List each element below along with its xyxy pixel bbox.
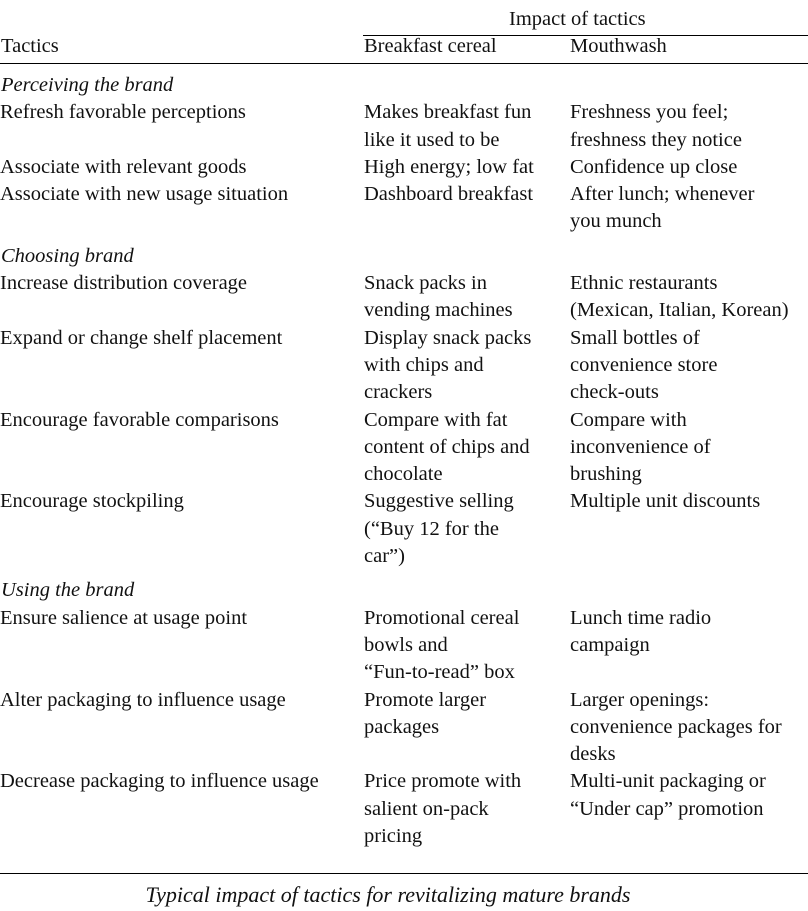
table-row xyxy=(0,154,808,181)
table-row xyxy=(0,488,808,570)
table-row xyxy=(0,605,808,687)
table-row xyxy=(0,181,808,236)
table-caption: Typical impact of tactics for revitalizing mature brands xyxy=(145,882,631,907)
tactic-cell: Associate with relevant goods xyxy=(0,155,247,178)
cereal-cell: High energy; low fat xyxy=(364,155,534,178)
tactic-cell: Associate with new usage situation xyxy=(0,183,289,206)
header-mouthwash: Mouthwash xyxy=(570,35,667,57)
mouthwash-cell: Multi-unit packaging or “Under cap” promotion xyxy=(570,770,766,820)
section-title: Perceiving the brand xyxy=(1,74,174,96)
cereal-cell: Dashboard breakfast xyxy=(364,183,534,206)
cereal-cell: Display snack packs with chips and crackers xyxy=(364,326,532,404)
table-row xyxy=(0,687,808,769)
tactic-cell: Increase distribution coverage xyxy=(0,272,248,295)
cereal-cell: Snack packs in vending machines xyxy=(364,272,513,322)
tactic-cell: Refresh favorable perceptions xyxy=(0,101,246,124)
mouthwash-cell: After lunch; whenever you munch xyxy=(570,183,755,233)
section-title: Using the brand xyxy=(1,579,135,602)
tactic-cell: Expand or change shelf placement xyxy=(0,326,283,349)
cereal-cell: Suggestive selling (“Buy 12 for the car”) xyxy=(364,490,514,568)
bottom-rule xyxy=(0,873,808,874)
mouthwash-cell: Multiple unit discounts xyxy=(570,490,761,513)
header-rule xyxy=(0,63,808,64)
cereal-cell: Makes breakfast fun like it used to be xyxy=(364,101,532,151)
table-row xyxy=(0,768,808,850)
cereal-cell: Promotional cereal bowls and “Fun-to-read” box xyxy=(364,606,520,684)
impact-group-header: Impact of tactics xyxy=(509,8,646,30)
tactic-cell: Ensure salience at usage point xyxy=(0,606,248,629)
cereal-cell: Promote larger packages xyxy=(364,688,487,738)
cereal-cell: Price promote with salient on-pack pricing xyxy=(364,770,522,848)
header-breakfast-cereal: Breakfast cereal xyxy=(364,35,497,57)
header-tactics: Tactics xyxy=(1,35,59,57)
table-body xyxy=(0,72,808,850)
mouthwash-cell: Confidence up close xyxy=(570,155,738,178)
table-row xyxy=(0,99,808,154)
mouthwash-cell: Small bottles of convenience store check-outs xyxy=(570,326,718,404)
tactic-cell: Alter packaging to influence usage xyxy=(0,688,286,711)
table-row xyxy=(0,270,808,325)
section-title: Choosing brand xyxy=(1,244,134,267)
mouthwash-cell: Compare with inconvenience of brushing xyxy=(570,408,711,486)
cereal-cell: Compare with fat content of chips and chocolate xyxy=(364,408,530,486)
table-row xyxy=(0,325,808,407)
mouthwash-cell: Freshness you feel; freshness they notice xyxy=(570,101,742,151)
tactic-cell: Encourage stockpiling xyxy=(0,490,184,513)
tactic-cell: Decrease packaging to influence usage xyxy=(0,770,319,793)
table-row xyxy=(0,407,808,489)
mouthwash-cell: Ethnic restaurants (Mexican, Italian, Korean) xyxy=(570,272,789,322)
tactic-cell: Encourage favorable comparisons xyxy=(0,408,279,431)
mouthwash-cell: Larger openings: convenience packages for desks xyxy=(570,688,782,766)
mouthwash-cell: Lunch time radio campaign xyxy=(570,606,712,656)
